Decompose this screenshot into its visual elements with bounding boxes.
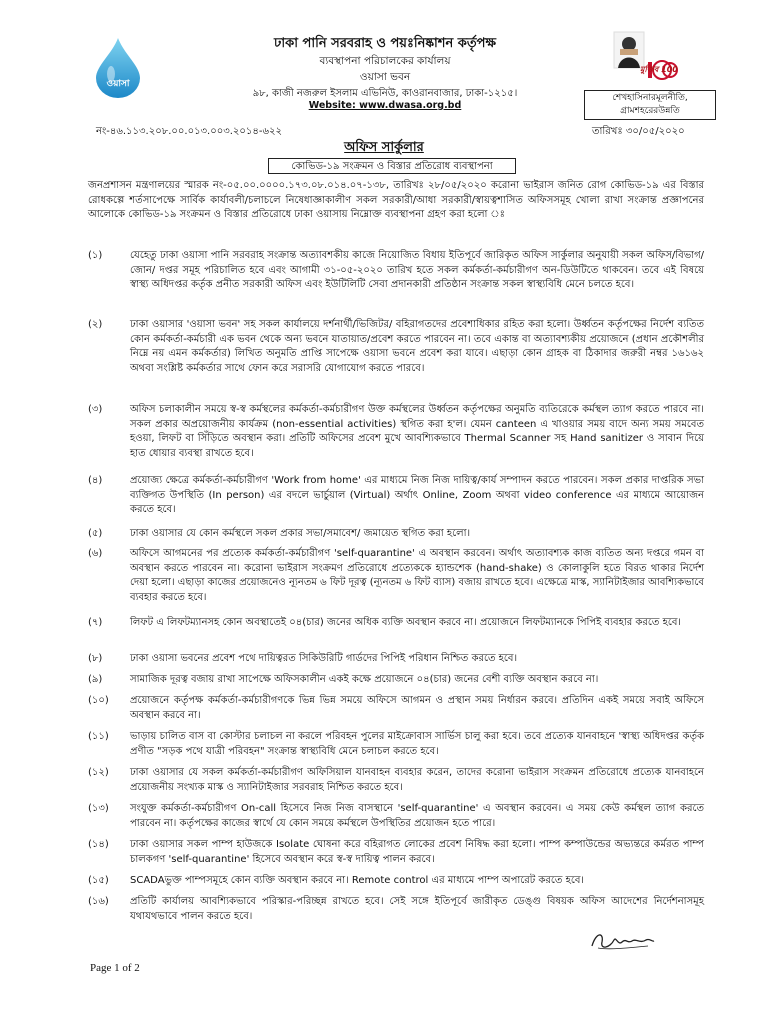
office-name: ব্যবস্থাপনা পরিচালকের কার্যালয়	[319, 55, 451, 67]
item-text: সামাজিক দূরত্ব বজায় রাখা সাপেক্ষে অফিসকালীন একই কক্ষে প্রয়োজনে ০৪(চার) জনের বেশী ব্যক্তি অবস্থান করবে না।	[130, 674, 599, 685]
item-number: (৬)	[88, 548, 103, 559]
item-number: (১২)	[88, 767, 109, 778]
item-number: (৭)	[88, 617, 103, 628]
item-number: (৪)	[88, 475, 103, 486]
item-number: (৮)	[88, 653, 103, 664]
item-text: ঢাকা ওয়াসা ভবনের প্রবেশ পথে দায়িত্বরত সিকিউরিটি গার্ডদের পিপিই পরিধান নিশ্চিত করতে হবে।	[130, 653, 518, 664]
page-number: Page 1 of 2	[90, 962, 140, 974]
item-number: (১৬)	[88, 896, 109, 907]
intro-paragraph: জনপ্রশাসন মন্ত্রণালয়ের স্মারক নং-০৫.০০.০০০০.১৭৩.০৮.০১৪.০৭-১৩৮, তারিখঃ ২৮/০৫/২০২০ করোনা ভাইরাস জনিত রোগ কোভিড-১৯ এর বিস্তার রোধকল্পে শর্তসাপেক্ষে সার্বিক কার্যাবলী/চলাচলে নিষেধাজ্ঞাকালীণ সকল সরকারী/আধা সরকারী/স্বায়ত্বশাসিত অফিসসমূহ খোলা রাখা সংক্রান্ত প্রজ্ঞাপনের আলোকে কোভিড-১৯ সংক্রমন ও বিস্তার প্রতিরোধে ঢাকা ওয়াসায় নিম্নোক্ত ব্যবস্থাপনা গ্রহণ করা হলো ঃ	[88, 180, 704, 220]
emblem-text: মুজিব 100	[640, 65, 678, 74]
item-number: (১৫)	[88, 875, 109, 886]
letterhead	[0, 14, 768, 122]
signature-icon	[588, 928, 658, 954]
item-number: (১১)	[88, 731, 109, 742]
item-number: (৩)	[88, 404, 103, 415]
item-text: প্রয়োজনে কর্তৃপক্ষ কর্মকর্তা-কর্মচারীগণকে ভিন্ন ভিন্ন সময়ে অফিসে আগমন ও প্রস্থান সময় নির্ধারন করবে। প্রতিদিন একই সময়ে সবাই অফিসে অবস্থান করবে না।	[130, 695, 704, 721]
item-number: (৫)	[88, 528, 103, 539]
item-number: (১৩)	[88, 803, 109, 814]
item-text: সংযুক্ত কর্মকর্তা-কর্মচারীগণ On-call হিসেবে নিজ নিজ বাসস্থানে 'self-quarantine' এ অবস্থান করবেন। এ সময় কেউ কর্মস্থল ত্যাগ করতে পারবেন না। কর্তৃপক্ষের কাজের স্বার্থে যে কোন সময়ে কর্মস্থলে উপস্থিতির প্রয়োজন হতে পারে।	[130, 803, 704, 829]
item-text: ঢাকা ওয়াসার যে সকল কর্মকর্তা-কর্মচারীগণ অফিসিয়াল যানবাহন ব্যবহার করেন, তাদের করোনা ভাইরাস সংক্রমন প্রতিরোধে প্রত্যেক যানবাহনে প্রয়োজনীয় সংখ্যক মাস্ক ও স্যানিটাইজার সরবরাহ নিশ্চিত করতে হবে।	[130, 767, 705, 793]
item-number: (১)	[88, 250, 103, 261]
memo-date: তারিখঃ ৩০/০৫/২০২০	[592, 126, 685, 137]
website-link[interactable]: Website: www.dwasa.org.bd	[308, 100, 462, 111]
slogan-box: শেখহাসিনারমূলনীতি, গ্রামশহরেরউন্নতি	[584, 90, 716, 120]
item-text: SCADAভুক্ত পাম্পসমূহে কোন ব্যক্তি অবস্থান করবে না। Remote control এর মাধ্যমে পাম্প অপারেট করতে হবে।	[130, 875, 585, 886]
item-text: লিফট এ লিফটম্যানসহ কোন অবস্থাতেই ০৪(চার) জনের অধিক ব্যক্তি অবস্থান করবে না। প্রয়োজনে লিফটম্যানকে পিপিই ব্যবহার করতে হবে।	[130, 617, 682, 628]
item-text: ঢাকা ওয়াসার সকল পাম্প হাউজকে Isolate ঘোষনা করে বহিরাগত লোকের প্রবেশ নিষিদ্ধ করা হলো। পাম্প কম্পাউন্ডের অভ্যন্তরে কর্মরত পাম্প চালকগণ 'self-quarantine' হিসেবে অবস্থান করে স্ব-স্ব দায়িত্ব পালন করবে।	[130, 839, 704, 865]
document-title-text: অফিস সার্কুলার	[344, 140, 424, 155]
item-text: অফিস চলাকালীন সময়ে স্ব-স্ব কর্মস্থলের কর্মকর্তা-কর্মচারীগণ উক্ত কর্মস্থলের উর্ধ্বতন কর্তৃপক্ষের অনুমতি ব্যতিরেকে কর্মস্থল ত্যাগ করতে পারবে না। সকল প্রকার অপ্রয়োজনীয় কার্যক্রম (non-essential activities) স্থগিত করা হ'ল। যেমন canteen এ খাওয়ার সময় বাদে অন্য সময় সমবেত হওয়া, লিফট বা সিঁড়িতে অবস্থান করা। প্রতিটি অফিসের প্রবেশ মুখে আবশ্যিকভাবে Thermal Scanner সহ Hand sanitizer ও সাবান দিয়ে হাত ধোয়ার ব্যবস্থা রাখতে হবে।	[130, 404, 704, 459]
item-number: (৯)	[88, 674, 103, 685]
item-text: ভাড়ায় চালিত বাস বা কোস্টার চলাচল না করলে পরিবহন পুলের মাইক্রোবাস সার্ভিস চালু করা হবে। তবে প্রত্যেক যানবাহনে 'স্বাস্থ্য অধিদপ্তর কর্তৃক প্রণীত "সড়ক পথে যাত্রী পরিবহন" সংক্রান্ত স্বাস্থ্যবিধি মেনে চলাচল করতে হবে।	[130, 731, 704, 757]
item-number: (১৪)	[88, 839, 109, 850]
memo-number: নং-৪৬.১১৩.২০৮.০০.০১৩.০০৩.২০১৪-৬২২	[96, 126, 283, 137]
building-name: ওয়াসা ভবন	[359, 71, 411, 83]
item-text: অফিসে আগমনের পর প্রত্যেক কর্মকর্তা-কর্মচারীগণ 'self-quarantine' এ অবস্থান করবেন। অর্থাৎ অত্যাবশ্যক কাজ ব্যতিত অন্য দপ্তরে গমন বা অবস্থান করতে পারবেন না। করোনা ভাইরাস সংক্রমণ প্রতিরোধে প্রত্যেককে হ্যান্ডশেক (hand-shake) ও কোলাকুলি হতে বিরত থাকার নির্দেশ দেয়া হলো। এছাড়া কাজের প্রয়োজনেও ন্যূনতম ৬ ফিট দূরত্ব (ন্যূনতম ৬ ফিট ব্যাস) বজায় রাখতে হবে। এক্ষেত্রে মাস্ক, স্যানিটাইজার আবশ্যিকভাবে ব্যবহার করতে হবে।	[130, 548, 704, 603]
document-title	[0, 138, 768, 159]
address: ৯৮, কাজী নজরুল ইসলাম এভিনিউ, কাওরানবাজার, ঢাকা-১২১৫।	[252, 88, 518, 99]
item-number: (২)	[88, 319, 103, 330]
item-text: প্রতিটি কার্যালয় আবশ্যিকভাবে পরিস্কার-পরিচ্ছন্ন রাখতে হবে। সেই সঙ্গে ইতিপূর্বে জারীকৃত ডেঙ্গু বিষয়ক অফিস আদেশের নির্দেশনাসমূহ যথাযথভাবে পালন করতে হবে।	[130, 896, 704, 922]
item-text: ঢাকা ওয়াসার যে কোন কর্মস্থলে সকল প্রকার সভা/সমাবেশ/ জমায়েত স্থগিত করা হলো।	[130, 528, 471, 539]
logo-text: ওয়াসা	[106, 79, 130, 89]
item-text: যেহেতু ঢাকা ওয়াসা পানি সরবরাহ সংক্রান্ত অত্যাবশকীয় কাজে নিয়োজিত বিধায় ইতিপূর্বে জারিকৃত অফিস সার্কুলার অনুযায়ী সকল অফিস/বিভাগ/জোন/ দপ্তর সমূহ পরিচালিত হবে এবং আগামী ৩১-০৫-২০২০ তারিখ হতে সকল কর্মকর্তা-কর্মচারীগণ অন-ডিউটিতে থাকবেন। তবে এই বিষয়ে স্বাস্থ্য অধিদপ্তর কর্তৃক প্রনীত সরকারী অফিস এবং ইউটিলিটি সেবা প্রদানকারী প্রতিষ্ঠান সংক্রান্ত সকল স্বাস্থ্যবিধি মেনে চলতে হবে।	[130, 250, 704, 290]
item-number: (১০)	[88, 695, 109, 706]
subject-box: কোভিড-১৯ সংক্রমন ও বিস্তার প্রতিরোধ ব্যবস্থাপনা	[268, 158, 516, 174]
item-text: ঢাকা ওয়াসার 'ওয়াসা ভবন' সহ সকল কার্যালয়ে দর্শনার্থী/ভিজিটর/ বহিরাগতদের প্রবেশাধিকার রহিত করা হলো। উর্ধ্বতন কর্তৃপক্ষের নির্দেশ ব্যতিত কোন কর্মকর্তা-কর্মচারী এক ভবন থেকে অন্য ভবনে যাতায়াত/প্রবেশ করতে পারবেন না। তবে একান্ত বা অত্যাবশ্যকীয় প্রয়োজনে (প্রধান প্রকৌশলীর নিম্নে নয় এমন কর্মকর্তার) লিখিত অনুমতি প্রাপ্তি সাপেক্ষে ওয়াসা ভবনে প্রবেশ করা যাবে। এছাড়া কোন গ্রাহক বা ঠিকাদার জরুরী নম্বর ১৬১৬২ অথবা সংশ্লিষ্ট কর্মকর্তার সাথে ফোন করে সরাসরি যোগাযোগ করতে পারবে।	[130, 319, 704, 374]
item-text: প্রয়োজ্য ক্ষেত্রে কর্মকর্তা-কর্মচারীগণ 'Work from home' এর মাধ্যমে নিজ নিজ দায়িত্ব/কার্য সম্পাদন করতে পারবেন। সকল প্রকার দাপ্তরিক সভা ব্যক্তিগত উপস্থিতি (In person) এর বদলে ভার্চুয়াল (Virtual) অর্থাৎ Online, Zoom অথবা video conference এর মাধ্যমে আয়োজন করতে হবে।	[130, 475, 704, 515]
organization-name: ঢাকা পানি সরবরাহ ও পয়ঃনিষ্কাশন কর্তৃপক্ষ	[274, 36, 496, 51]
